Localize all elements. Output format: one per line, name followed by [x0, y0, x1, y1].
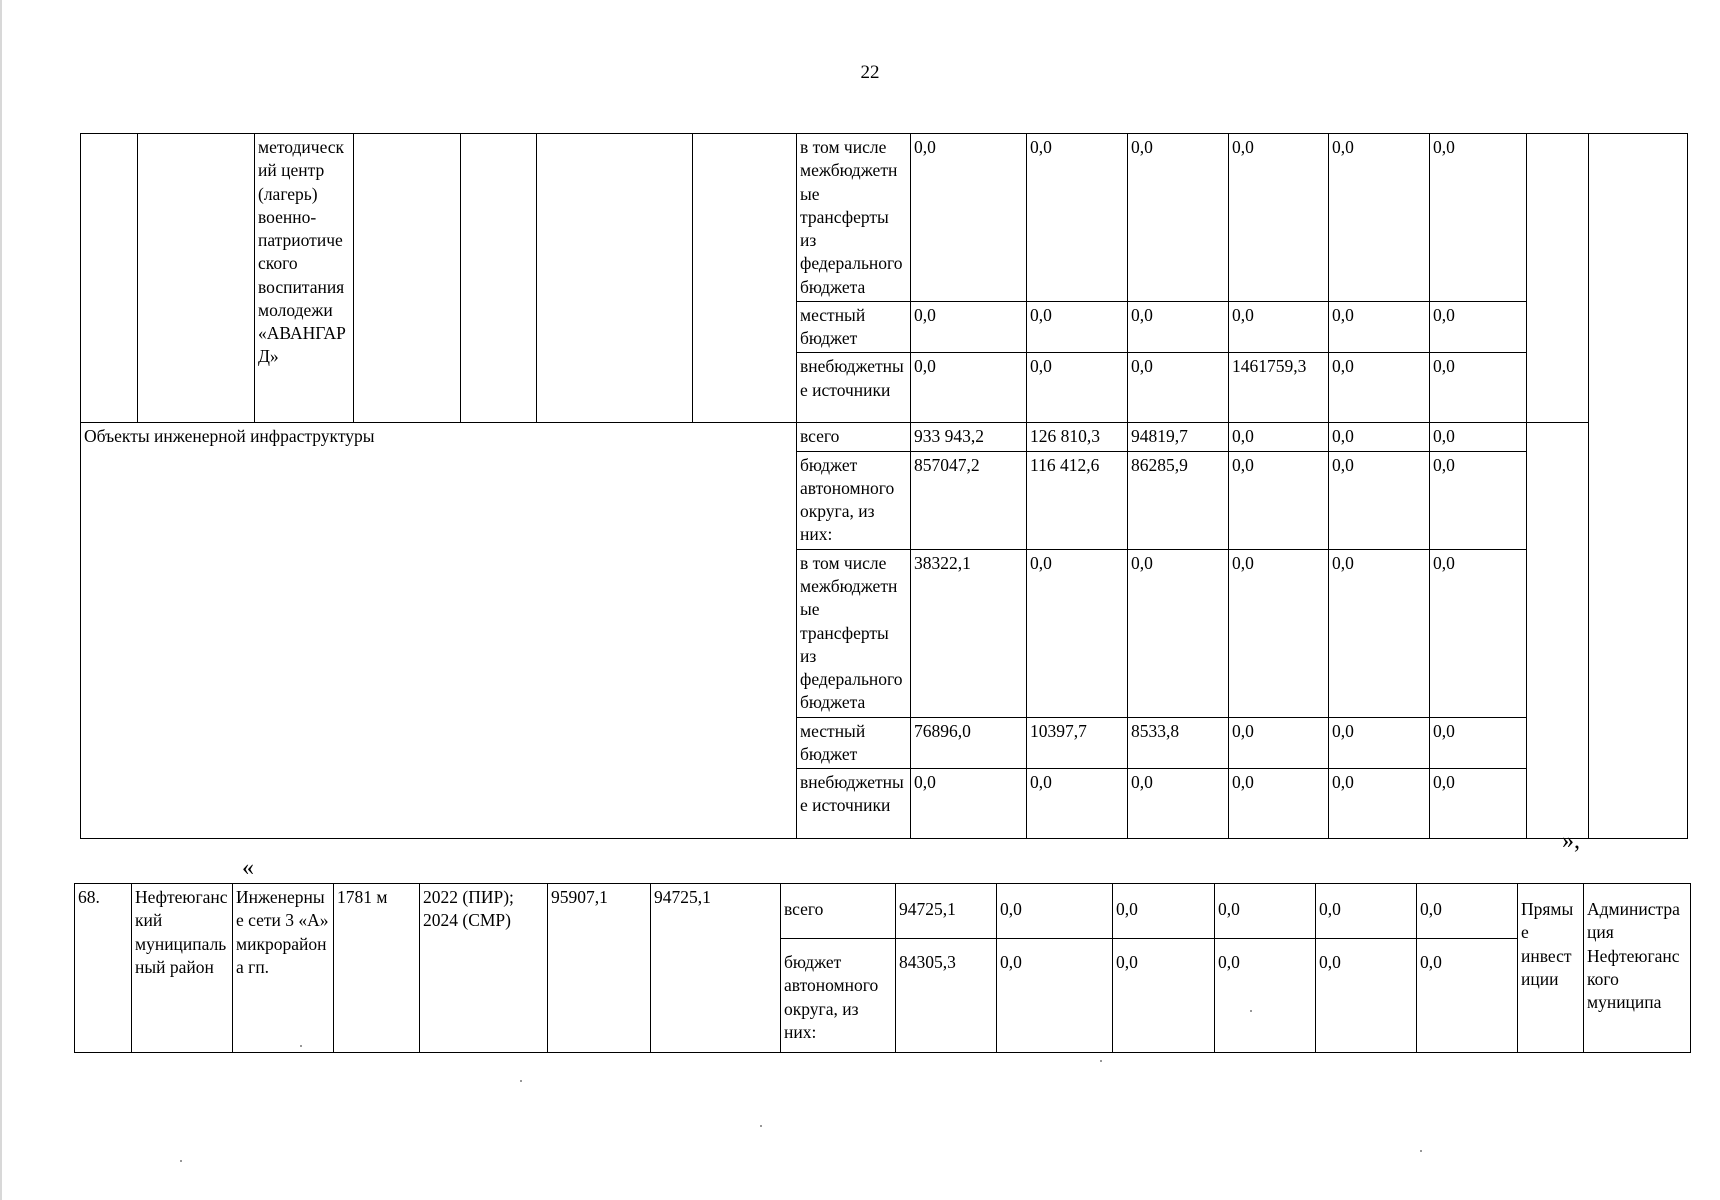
value-cell: 0,0	[1329, 134, 1430, 302]
value-cell: 126 810,3	[1027, 423, 1128, 451]
value-cell: 0,0	[1430, 769, 1527, 839]
value-cell: 0,0	[1417, 884, 1518, 939]
value-cell: 0,0	[1027, 353, 1128, 423]
value-cell: 76896,0	[911, 717, 1027, 769]
value-cell: 0,0	[997, 884, 1113, 939]
value-cell: 0,0	[1128, 301, 1229, 353]
row-label: в том числе межбюджетные трансферты из федерального бюджета	[797, 134, 911, 302]
value-cell: 0,0	[1229, 423, 1329, 451]
value-cell: 0,0	[1113, 884, 1215, 939]
value-cell: 0,0	[1417, 939, 1518, 1053]
table-row	[81, 134, 1688, 302]
value-cell: 86285,9	[1128, 451, 1229, 549]
value-cell: 857047,2	[911, 451, 1027, 549]
cell-empty	[354, 134, 461, 423]
value-cell: 0,0	[997, 939, 1113, 1053]
value-cell: 0,0	[911, 353, 1027, 423]
value-cell: 0,0	[1229, 301, 1329, 353]
page-edge	[0, 0, 2, 1200]
value-cell: 0,0	[1229, 134, 1329, 302]
value-cell: 10397,7	[1027, 717, 1128, 769]
cost-cell: 95907,1	[548, 884, 651, 1053]
row-label: местный бюджет	[797, 717, 911, 769]
value-cell: 0,0	[1329, 769, 1430, 839]
row-label: бюджет автономного округа, из них:	[781, 939, 896, 1053]
cell-empty	[537, 134, 693, 423]
cost-remaining-cell: 94725,1	[651, 884, 781, 1053]
object-cell: Инженерные сети 3 «А» микрорайона гп.	[233, 884, 334, 1053]
value-cell: 0,0	[1215, 939, 1316, 1053]
scan-speck	[300, 1045, 302, 1047]
value-cell: 0,0	[1229, 451, 1329, 549]
scan-speck	[1250, 1010, 1252, 1012]
value-cell: 38322,1	[911, 549, 1027, 717]
object-name-cell: методический центр (лагерь) военно-патриотического воспитания молодежи «АВАНГАРД»	[255, 134, 354, 423]
value-cell: 0,0	[1329, 717, 1430, 769]
value-cell: 0,0	[1215, 884, 1316, 939]
value-cell: 0,0	[1430, 451, 1527, 549]
cell-empty	[1589, 134, 1688, 839]
value-cell: 0,0	[1329, 301, 1430, 353]
value-cell: 0,0	[1113, 939, 1215, 1053]
value-cell: 0,0	[911, 301, 1027, 353]
value-cell: 0,0	[1316, 884, 1417, 939]
value-cell: 116 412,6	[1027, 451, 1128, 549]
page-number: 22	[860, 62, 880, 83]
capacity-cell: 1781 м	[334, 884, 420, 1053]
value-cell: 0,0	[1329, 423, 1430, 451]
row-label: местный бюджет	[797, 301, 911, 353]
value-cell: 933 943,2	[911, 423, 1027, 451]
closing-quote: »,	[1562, 828, 1580, 854]
value-cell: 0,0	[1229, 769, 1329, 839]
value-cell: 0,0	[1430, 549, 1527, 717]
bottom-table	[74, 883, 1691, 1053]
mechanism-cell: Прямые инвестиции	[1518, 884, 1584, 1053]
value-cell: 94819,7	[1128, 423, 1229, 451]
scan-speck	[760, 1125, 762, 1127]
value-cell: 0,0	[1027, 134, 1128, 302]
value-cell: 0,0	[1229, 549, 1329, 717]
value-cell: 0,0	[1027, 301, 1128, 353]
value-cell: 0,0	[1027, 769, 1128, 839]
value-cell: 0,0	[1430, 717, 1527, 769]
value-cell: 8533,8	[1128, 717, 1229, 769]
value-cell: 0,0	[1128, 134, 1229, 302]
scan-speck	[1100, 1060, 1102, 1062]
value-cell: 0,0	[1430, 134, 1527, 302]
top-table	[80, 133, 1688, 839]
section-title: Объекты инженерной инфраструктуры	[81, 423, 797, 839]
years-cell: 2022 (ПИР); 2024 (СМР)	[420, 884, 548, 1053]
opening-quote: «	[242, 855, 254, 881]
value-cell: 0,0	[1329, 451, 1430, 549]
cell-empty	[693, 134, 797, 423]
row-label: внебюджетные источники	[797, 769, 911, 839]
value-cell: 0,0	[1430, 301, 1527, 353]
value-cell: 0,0	[1128, 769, 1229, 839]
cell-empty	[81, 134, 138, 423]
row-label: внебюджетные источники	[797, 353, 911, 423]
value-cell: 0,0	[1329, 353, 1430, 423]
value-cell: 0,0	[1329, 549, 1430, 717]
cell-empty	[1527, 423, 1589, 839]
value-cell: 1461759,3	[1229, 353, 1329, 423]
cell-empty	[461, 134, 537, 423]
table-row	[75, 884, 1691, 939]
value-cell: 0,0	[1430, 353, 1527, 423]
row-label: в том числе межбюджетные трансферты из федерального бюджета	[797, 549, 911, 717]
scan-speck	[520, 1080, 522, 1082]
value-cell: 0,0	[911, 769, 1027, 839]
value-cell: 0,0	[1430, 423, 1527, 451]
value-cell: 0,0	[1316, 939, 1417, 1053]
cell-empty	[1527, 134, 1589, 423]
value-cell: 0,0	[1128, 549, 1229, 717]
row-label: всего	[781, 884, 896, 939]
customer-cell: Администрация Нефтеюганского муниципа	[1584, 884, 1691, 1053]
value-cell: 94725,1	[896, 884, 997, 939]
value-cell: 84305,3	[896, 939, 997, 1053]
municipality-cell: Нефтеюганский муниципальный район	[132, 884, 233, 1053]
row-number: 68.	[75, 884, 132, 1053]
scan-speck	[1420, 1150, 1422, 1152]
cell-empty	[138, 134, 255, 423]
row-label: всего	[797, 423, 911, 451]
value-cell: 0,0	[1128, 353, 1229, 423]
value-cell: 0,0	[1229, 717, 1329, 769]
scan-speck	[180, 1160, 182, 1162]
row-label: бюджет автономного округа, из них:	[797, 451, 911, 549]
value-cell: 0,0	[1027, 549, 1128, 717]
table-row	[81, 423, 1688, 451]
value-cell: 0,0	[911, 134, 1027, 302]
